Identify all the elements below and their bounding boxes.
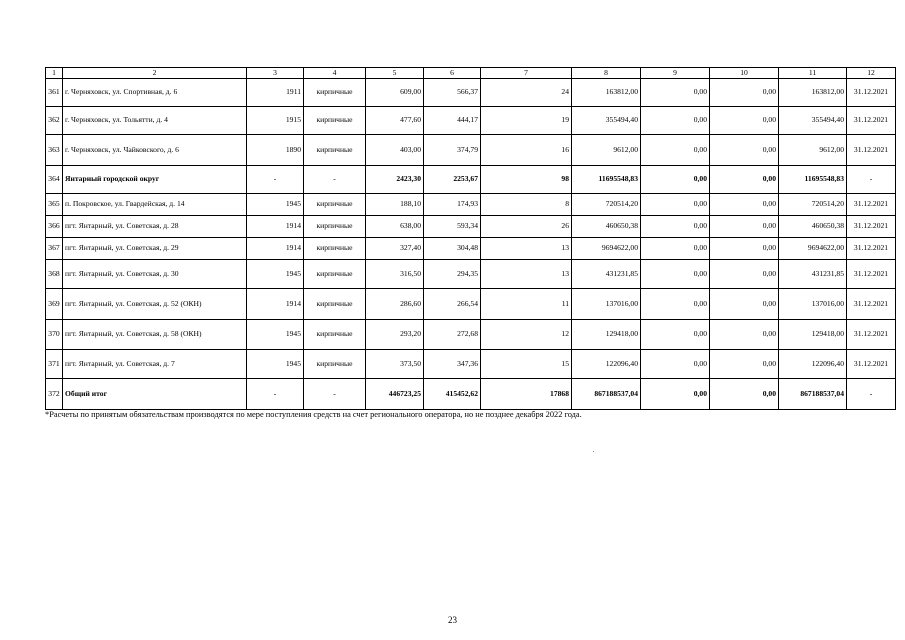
row-number-cell: 368: [46, 260, 63, 289]
table-row: [46, 194, 896, 216]
col8-cell: 163812,00: [572, 79, 641, 107]
col6-cell: 593,34: [424, 216, 481, 238]
table-row: [46, 238, 896, 260]
material-cell: кирпичные: [304, 79, 366, 107]
address-cell: пгт. Янтарный, ул. Советская, д. 58 (ОКН): [63, 320, 247, 350]
address-cell: пгт. Янтарный, ул. Советская, д. 30: [63, 260, 247, 289]
year-cell: 1914: [247, 216, 304, 238]
col5-cell: 446723,25: [366, 379, 424, 410]
col11-cell: 137016,00: [779, 289, 847, 320]
table-row: [46, 289, 896, 320]
col11-cell: 867188537,04: [779, 379, 847, 410]
col10-cell: 0,00: [710, 194, 779, 216]
material-cell: кирпичные: [304, 350, 366, 379]
date-cell: 31.12.2021: [847, 260, 896, 289]
col7-cell: 16: [481, 135, 572, 166]
col8-cell: 355494,40: [572, 107, 641, 135]
date-cell: 31.12.2021: [847, 135, 896, 166]
col7-cell: 19: [481, 107, 572, 135]
row-number-cell: 370: [46, 320, 63, 350]
col10-cell: 0,00: [710, 107, 779, 135]
page-number: 23: [448, 615, 457, 625]
col10-cell: 0,00: [710, 135, 779, 166]
col7-cell: 13: [481, 260, 572, 289]
col10-cell: 0,00: [710, 166, 779, 194]
col8-cell: 460650,38: [572, 216, 641, 238]
table-row: [46, 79, 896, 107]
col5-cell: 293,20: [366, 320, 424, 350]
col8-cell: 431231,85: [572, 260, 641, 289]
col10-cell: 0,00: [710, 289, 779, 320]
col8-cell: 9694622,00: [572, 238, 641, 260]
col11-cell: 9694622,00: [779, 238, 847, 260]
material-cell: кирпичные: [304, 320, 366, 350]
row-number-cell: 372: [46, 379, 63, 410]
address-cell: пгт. Янтарный, ул. Советская, д. 28: [63, 216, 247, 238]
col6-cell: 266,54: [424, 289, 481, 320]
col5-cell: 609,00: [366, 79, 424, 107]
col7-cell: 12: [481, 320, 572, 350]
col8-cell: 9612,00: [572, 135, 641, 166]
table-row: [46, 216, 896, 238]
column-header: 1: [46, 68, 63, 79]
material-cell: кирпичные: [304, 289, 366, 320]
col8-cell: 867188537,04: [572, 379, 641, 410]
scan-speck: [593, 451, 594, 452]
column-number-header-row: [46, 68, 896, 79]
col8-cell: 129418,00: [572, 320, 641, 350]
col8-cell: 720514,20: [572, 194, 641, 216]
table-row: [46, 350, 896, 379]
row-number-cell: 362: [46, 107, 63, 135]
col11-cell: 355494,40: [779, 107, 847, 135]
col6-cell: 444,17: [424, 107, 481, 135]
grand-total-label-cell: Общий итог: [63, 379, 247, 410]
col10-cell: 0,00: [710, 320, 779, 350]
date-cell: 31.12.2021: [847, 320, 896, 350]
housing-repair-table: [45, 67, 896, 410]
col10-cell: 0,00: [710, 379, 779, 410]
address-cell: пгт. Янтарный, ул. Советская, д. 52 (ОКН): [63, 289, 247, 320]
material-cell: кирпичные: [304, 194, 366, 216]
col11-cell: 163812,00: [779, 79, 847, 107]
material-cell: кирпичные: [304, 135, 366, 166]
column-header: 9: [641, 68, 710, 79]
table-row: [46, 260, 896, 289]
col9-cell: 0,00: [641, 135, 710, 166]
address-cell: г. Черняховск, ул. Чайковского, д. 6: [63, 135, 247, 166]
col7-cell: 17868: [481, 379, 572, 410]
col9-cell: 0,00: [641, 379, 710, 410]
year-cell: 1914: [247, 289, 304, 320]
material-cell: кирпичные: [304, 260, 366, 289]
column-header: 7: [481, 68, 572, 79]
col5-cell: 403,00: [366, 135, 424, 166]
date-cell: 31.12.2021: [847, 194, 896, 216]
col7-cell: 8: [481, 194, 572, 216]
col7-cell: 98: [481, 166, 572, 194]
column-header: 4: [304, 68, 366, 79]
column-header: 3: [247, 68, 304, 79]
year-cell: 1945: [247, 350, 304, 379]
col6-cell: 374,79: [424, 135, 481, 166]
row-number-cell: 369: [46, 289, 63, 320]
col8-cell: 122096,40: [572, 350, 641, 379]
col9-cell: 0,00: [641, 166, 710, 194]
col6-cell: 272,68: [424, 320, 481, 350]
footnote: *Расчеты по принятым обязательствам производятся по мере поступления средств на счет регионального оператора, но не позднее декабря 2022 года.: [45, 410, 582, 419]
col9-cell: 0,00: [641, 79, 710, 107]
col11-cell: 460650,38: [779, 216, 847, 238]
table-row: [46, 135, 896, 166]
col9-cell: 0,00: [641, 289, 710, 320]
row-number-cell: 364: [46, 166, 63, 194]
col6-cell: 415452,62: [424, 379, 481, 410]
col5-cell: 2423,30: [366, 166, 424, 194]
col6-cell: 174,93: [424, 194, 481, 216]
col7-cell: 11: [481, 289, 572, 320]
col6-cell: 2253,67: [424, 166, 481, 194]
material-cell: кирпичные: [304, 107, 366, 135]
year-cell: 1945: [247, 260, 304, 289]
col6-cell: 294,35: [424, 260, 481, 289]
material-cell: -: [304, 379, 366, 410]
housing-table-wrapper: [45, 67, 889, 410]
row-number-cell: 367: [46, 238, 63, 260]
col6-cell: 304,48: [424, 238, 481, 260]
district-name-cell: Янтарный городской округ: [63, 166, 247, 194]
col9-cell: 0,00: [641, 194, 710, 216]
col5-cell: 316,50: [366, 260, 424, 289]
col10-cell: 0,00: [710, 216, 779, 238]
date-cell: 31.12.2021: [847, 107, 896, 135]
table-row: [46, 320, 896, 350]
col9-cell: 0,00: [641, 350, 710, 379]
col11-cell: 129418,00: [779, 320, 847, 350]
date-cell: 31.12.2021: [847, 216, 896, 238]
col7-cell: 24: [481, 79, 572, 107]
col7-cell: 13: [481, 238, 572, 260]
col10-cell: 0,00: [710, 238, 779, 260]
col10-cell: 0,00: [710, 260, 779, 289]
address-cell: пгт. Янтарный, ул. Советская, д. 7: [63, 350, 247, 379]
year-cell: 1945: [247, 320, 304, 350]
row-number-cell: 371: [46, 350, 63, 379]
material-cell: кирпичные: [304, 216, 366, 238]
year-cell: 1911: [247, 79, 304, 107]
column-header: 12: [847, 68, 896, 79]
year-cell: -: [247, 379, 304, 410]
date-cell: -: [847, 166, 896, 194]
col11-cell: 431231,85: [779, 260, 847, 289]
col7-cell: 26: [481, 216, 572, 238]
date-cell: 31.12.2021: [847, 350, 896, 379]
column-header: 5: [366, 68, 424, 79]
col6-cell: 566,37: [424, 79, 481, 107]
date-cell: 31.12.2021: [847, 238, 896, 260]
col10-cell: 0,00: [710, 350, 779, 379]
row-number-cell: 365: [46, 194, 63, 216]
col5-cell: 373,50: [366, 350, 424, 379]
address-cell: пгт. Янтарный, ул. Советская, д. 29: [63, 238, 247, 260]
col11-cell: 9612,00: [779, 135, 847, 166]
col9-cell: 0,00: [641, 320, 710, 350]
col11-cell: 122096,40: [779, 350, 847, 379]
year-cell: 1915: [247, 107, 304, 135]
col11-cell: 11695548,83: [779, 166, 847, 194]
col5-cell: 327,40: [366, 238, 424, 260]
col5-cell: 477,60: [366, 107, 424, 135]
material-cell: кирпичные: [304, 238, 366, 260]
subtotal-row: [46, 166, 896, 194]
date-cell: 31.12.2021: [847, 289, 896, 320]
col9-cell: 0,00: [641, 107, 710, 135]
row-number-cell: 366: [46, 216, 63, 238]
col11-cell: 720514,20: [779, 194, 847, 216]
col9-cell: 0,00: [641, 216, 710, 238]
address-cell: г. Черняховск, ул. Спортивная, д. 6: [63, 79, 247, 107]
column-header: 10: [710, 68, 779, 79]
col6-cell: 347,36: [424, 350, 481, 379]
col5-cell: 188,10: [366, 194, 424, 216]
col8-cell: 137016,00: [572, 289, 641, 320]
column-header: 8: [572, 68, 641, 79]
column-header: 11: [779, 68, 847, 79]
column-header: 6: [424, 68, 481, 79]
date-cell: 31.12.2021: [847, 79, 896, 107]
material-cell: -: [304, 166, 366, 194]
address-cell: г. Черняховск, ул. Тольятти, д. 4: [63, 107, 247, 135]
year-cell: 1890: [247, 135, 304, 166]
address-cell: п. Покровское, ул. Гвардейская, д. 14: [63, 194, 247, 216]
table-row: [46, 107, 896, 135]
col5-cell: 286,60: [366, 289, 424, 320]
col5-cell: 638,00: [366, 216, 424, 238]
year-cell: 1945: [247, 194, 304, 216]
grand-total-row: [46, 379, 896, 410]
year-cell: -: [247, 166, 304, 194]
col9-cell: 0,00: [641, 238, 710, 260]
column-header: 2: [63, 68, 247, 79]
row-number-cell: 361: [46, 79, 63, 107]
col10-cell: 0,00: [710, 79, 779, 107]
date-cell: -: [847, 379, 896, 410]
col8-cell: 11695548,83: [572, 166, 641, 194]
year-cell: 1914: [247, 238, 304, 260]
col9-cell: 0,00: [641, 260, 710, 289]
row-number-cell: 363: [46, 135, 63, 166]
col7-cell: 15: [481, 350, 572, 379]
